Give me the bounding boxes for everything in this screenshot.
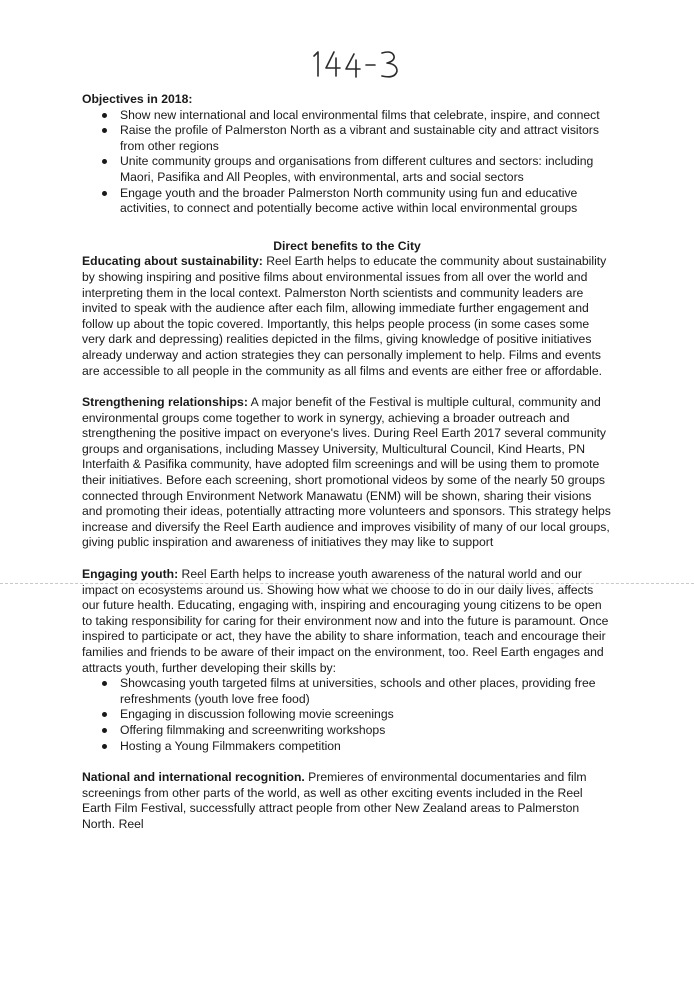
youth-activities-list (82, 676, 612, 754)
section-text: A major benefit of the Festival is multiple cultural, community and environmental groups come together to work in synergy, achieving a broader outreach and strengthening the positive impact on everyone's lives. During Reel Earth 2017 several community groups and organisations, including Massey University, Multicultural Council, Kind Hearts, PN Interfaith & Pasifika community, have adopted film screenings and will be using them to promote their initiatives. Before each screening, short promotional videos by some of the nearly 50 groups connected through Environment Network Manawatu (ENM) will be shown, sharing their visions and promoting their ideas, potentially attracting more volunteers and sponsors. This strategy helps increase and diversify the Reel Earth audience and improves visibility of many of our local groups, giving public inspiration and awareness of initiatives they may like to support (82, 395, 611, 550)
section-recognition (82, 770, 612, 832)
benefits-heading: Direct benefits to the City (273, 238, 421, 253)
list-item: Unite community groups and organisations from different cultures and sectors: including Maori, Pasifika and All Peoples, with environmental, arts and social sectors (82, 154, 612, 185)
section-youth (82, 567, 612, 754)
section-educating (82, 254, 612, 379)
page-number-handwriting (300, 44, 420, 84)
list-item: Engage youth and the broader Palmerston North community using fun and educative activities, to connect and potentially become active within local environmental groups (82, 186, 612, 217)
section-text: Reel Earth helps to educate the community about sustainability by showing inspiring and positive films about environmental issues from all over the world and interpreting them in the local context. Palmerston North scientists and community leaders are invited to speak with the audience after each film, allowing immediate further engagement and follow up about the topic covered. Importantly, this helps people process (in some cases some very dark and depressing) realities depicted in the films, giving knowledge of positive initiatives already underway and action strategies they can personally implement to help. Films and events are accessible to all people in the community as all films and events are either free or affordable. (82, 254, 607, 378)
section-relationships (82, 395, 612, 551)
list-item: Offering filmmaking and screenwriting workshops (82, 723, 612, 739)
section-text: Premieres of environmental documentaries and film screenings from other parts of the world, as well as other exciting events included in the Reel Earth Film Festival, successfully attract people from other New Zealand areas to Palmerston North. Reel (82, 770, 587, 831)
list-item: Showcasing youth targeted films at universities, schools and other places, providing free refreshments (youth love free food) (82, 676, 612, 707)
section-lead: National and international recognition. (82, 770, 305, 785)
section-text: Reel Earth helps to increase youth awareness of the natural world and our impact on ecosystems around us. Showing how what we choose to do in our daily lives, affects our future health. Educating, engaging with, inspiring and encouraging young citizens to be open to taking responsibility for caring for their environment now and into the future is paramount. Once inspired to participate or act, they have the ability to share information, teach and encourage their families and friends to be aware of their impact on the environment, too. Reel Earth engages and attracts youth, further developing their skills by: (82, 567, 609, 675)
list-item: Engaging in discussion following movie screenings (82, 707, 612, 723)
objectives-heading: Objectives in 2018: (82, 92, 193, 106)
list-item: Hosting a Young Filmmakers competition (82, 739, 612, 755)
paragraph (82, 770, 612, 832)
list-item: Show new international and local environmental films that celebrate, inspire, and connect (82, 108, 612, 124)
objectives-list (82, 108, 612, 217)
handwritten-page-number (300, 44, 420, 84)
section-lead: Strengthening relationships: (82, 395, 248, 410)
list-item: Raise the profile of Palmerston North as a vibrant and sustainable city and attract visitors from other regions (82, 123, 612, 154)
paragraph (82, 254, 612, 379)
paragraph (82, 567, 612, 676)
section-lead: Educating about sustainability: (82, 254, 263, 269)
document-body (82, 92, 612, 833)
section-lead: Engaging youth: (82, 567, 179, 582)
paragraph (82, 395, 612, 551)
